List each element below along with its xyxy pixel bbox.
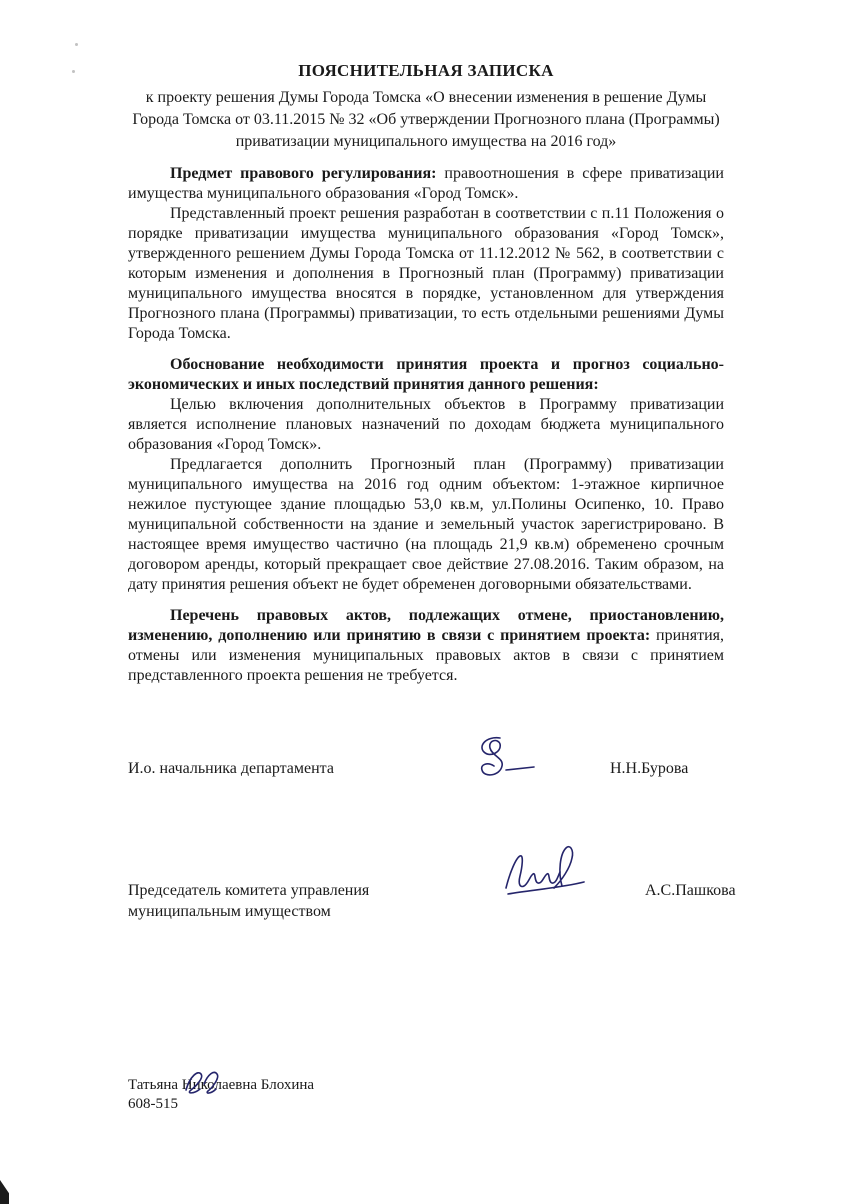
- paragraph-subject: [128, 164, 724, 204]
- scan-artifact-corner: [0, 1180, 9, 1204]
- paragraph-text: Целью включения дополнительных объектов в Программу приватизации является исполнение плановых назначений по доходам бюджета муниципального образования «Город Томск».: [128, 396, 724, 453]
- document-subtitle: к проекту решения Думы Города Томска «О внесении изменения в решение Думы Города Томска от 03.11.2015 № 32 «Об утверждении Прогнозного плана (Программы) приватизации муниципального имущества на 2016 год»: [132, 89, 720, 150]
- contact-name: Татьяна Николаевна Блохина: [128, 1077, 315, 1093]
- paragraph-lead: Обоснование необходимости принятия проекта и прогноз социально-экономических и иных последствий принятия данного решения:: [128, 356, 724, 393]
- paragraph-basis: [128, 204, 724, 344]
- signature-burova: [470, 734, 540, 784]
- contact-phone: 608-515: [128, 1096, 178, 1112]
- signatory-name: Н.Н.Бурова: [610, 760, 689, 777]
- paragraph-text: Предлагается дополнить Прогнозный план (Программу) приватизации муниципального имущества на 2016 год одним объектом: 1-этажное кирпичное нежилое пустующее здание площадью 53,0 кв.м, ул.Полины Осипенко, 10. Право муниципальной собственности на здание и земельный участок зарегистрировано. В настоящее время имущество частично (на площадь 21,9 кв.м) обременено срочным договором аренды, который прекращает свое действие 27.08.2016. Таким образом, на дату принятия решения объект не будет обременен договорными обязательствами.: [128, 456, 724, 593]
- signatory-name: А.С.Пашкова: [645, 882, 736, 899]
- contact-phone-line: [128, 1095, 724, 1114]
- signature-pashkova: [500, 842, 590, 902]
- signatory-position: И.о. начальника департамента: [128, 760, 334, 777]
- paragraph-lead: Предмет правового регулирования:: [170, 165, 437, 182]
- signatory-position: Председатель комитета управления муниципальным имуществом: [128, 882, 370, 920]
- paragraph-justification-heading: [128, 355, 724, 395]
- paragraph-text: Представленный проект решения разработан в соответствии с п.11 Положения о порядке приватизации имущества муниципального образования «Город Томск», утвержденного решением Думы Города Томска от 11.12.2012 № 562, в соответствии с которым изменения и дополнения в Прогнозный план (Программу) приватизации муниципального имущества вносятся в порядке, установленном для утверждения Прогнозного плана (Программы) приватизации, то есть отдельными решениями Думы Города Томска.: [128, 205, 724, 342]
- signature-row-burova: [128, 758, 724, 780]
- scan-artifact: [75, 43, 78, 46]
- scan-artifact: [72, 70, 75, 73]
- paragraph-text: принятия, отмены или изменения муниципальных правовых актов в связи с принятием представленного проекта решения не требуется.: [128, 627, 724, 684]
- contact-block: [128, 1076, 724, 1114]
- paragraph-legal-acts: [128, 606, 724, 686]
- signature-row-pashkova: [128, 880, 736, 924]
- paragraph-goal: [128, 395, 724, 455]
- paragraph-lead: Перечень правовых актов, подлежащих отмене, приостановлению, изменению, дополнению или принятию в связи с принятием проекта:: [128, 607, 724, 644]
- signature-small: [178, 1064, 228, 1098]
- document-title: ПОЯСНИТЕЛЬНАЯ ЗАПИСКА: [298, 61, 554, 80]
- paragraph-proposal: [128, 455, 724, 595]
- paragraph-text: правоотношения в сфере приватизации имущества муниципального образования «Город Томск».: [128, 165, 724, 202]
